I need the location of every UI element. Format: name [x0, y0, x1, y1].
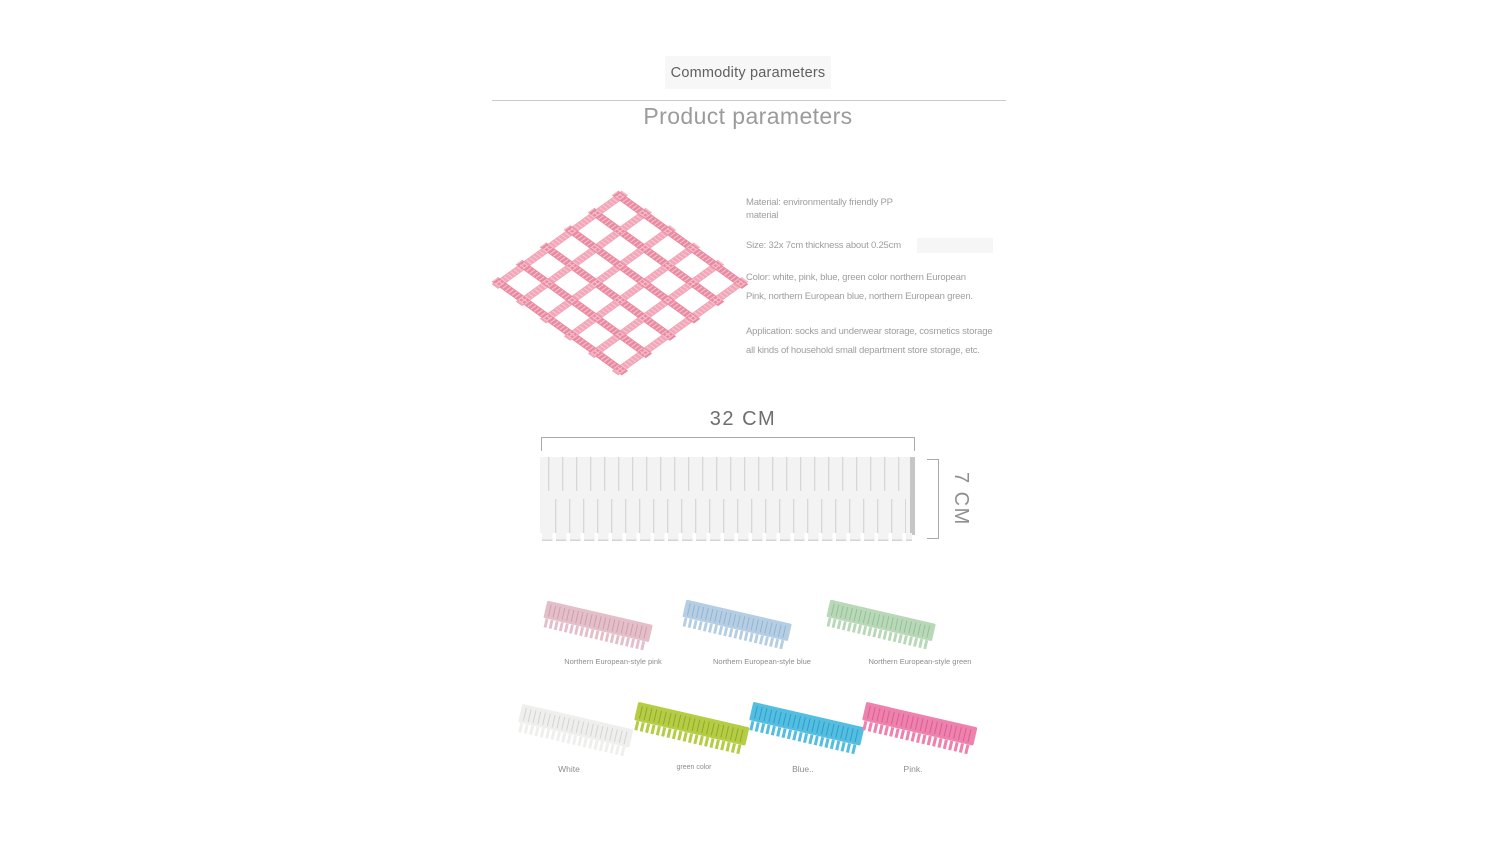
spec-material-line2: material [746, 210, 779, 221]
divider-strip-diagram [540, 457, 918, 541]
commodity-parameters-tag: Commodity parameters [665, 56, 831, 89]
spec-application-line2: all kinds of household small department store storage, etc. [746, 345, 980, 356]
height-dimension-label: 7 CM [950, 472, 972, 526]
height-dimension-bracket [927, 459, 939, 539]
variant-label-nordic-blue: Northern European-style blue [713, 657, 811, 666]
width-dimension-label: 32 CM [709, 408, 777, 430]
size-row-highlight [917, 238, 993, 253]
pink-grid-product-image [498, 186, 742, 378]
variant-strip-nordic-green [824, 599, 939, 651]
spec-material-line1: Material: environmentally friendly PP [746, 197, 893, 208]
spec-application-line1: Application: socks and underwear storage, cosmetics storage [746, 326, 993, 337]
variant-strip-green [631, 701, 753, 757]
grid-bars-dark [492, 191, 749, 376]
product-specs [746, 196, 996, 360]
page-title: Product parameters [643, 103, 853, 129]
variant-strip-pink [859, 701, 981, 757]
grid-comb-texture [490, 189, 750, 376]
variant-strip-white [515, 703, 637, 759]
variant-strip-nordic-pink [541, 600, 656, 652]
section-divider-line [492, 100, 1006, 101]
variant-label-nordic-pink: Northern European-style pink [564, 657, 662, 666]
variant-label-blue: Blue.. [792, 764, 814, 774]
variant-label-pink: Pink. [903, 764, 923, 774]
variant-label-nordic-green: Northern European-style green [868, 657, 972, 666]
variant-label-green: green color [676, 764, 712, 771]
spec-size: Size: 32x 7cm thickness about 0.25cm [746, 240, 901, 251]
grid-bars-light [492, 191, 749, 376]
strip-body [540, 457, 910, 533]
spec-color-line1: Color: white, pink, blue, green color northern European [746, 272, 966, 283]
variant-label-white: White [558, 764, 580, 774]
width-dimension-bracket [541, 437, 915, 451]
variant-strip-blue [746, 701, 868, 757]
variant-strip-nordic-blue [680, 599, 795, 651]
spec-color-line2: Pink, northern European blue, northern European green. [746, 291, 973, 302]
